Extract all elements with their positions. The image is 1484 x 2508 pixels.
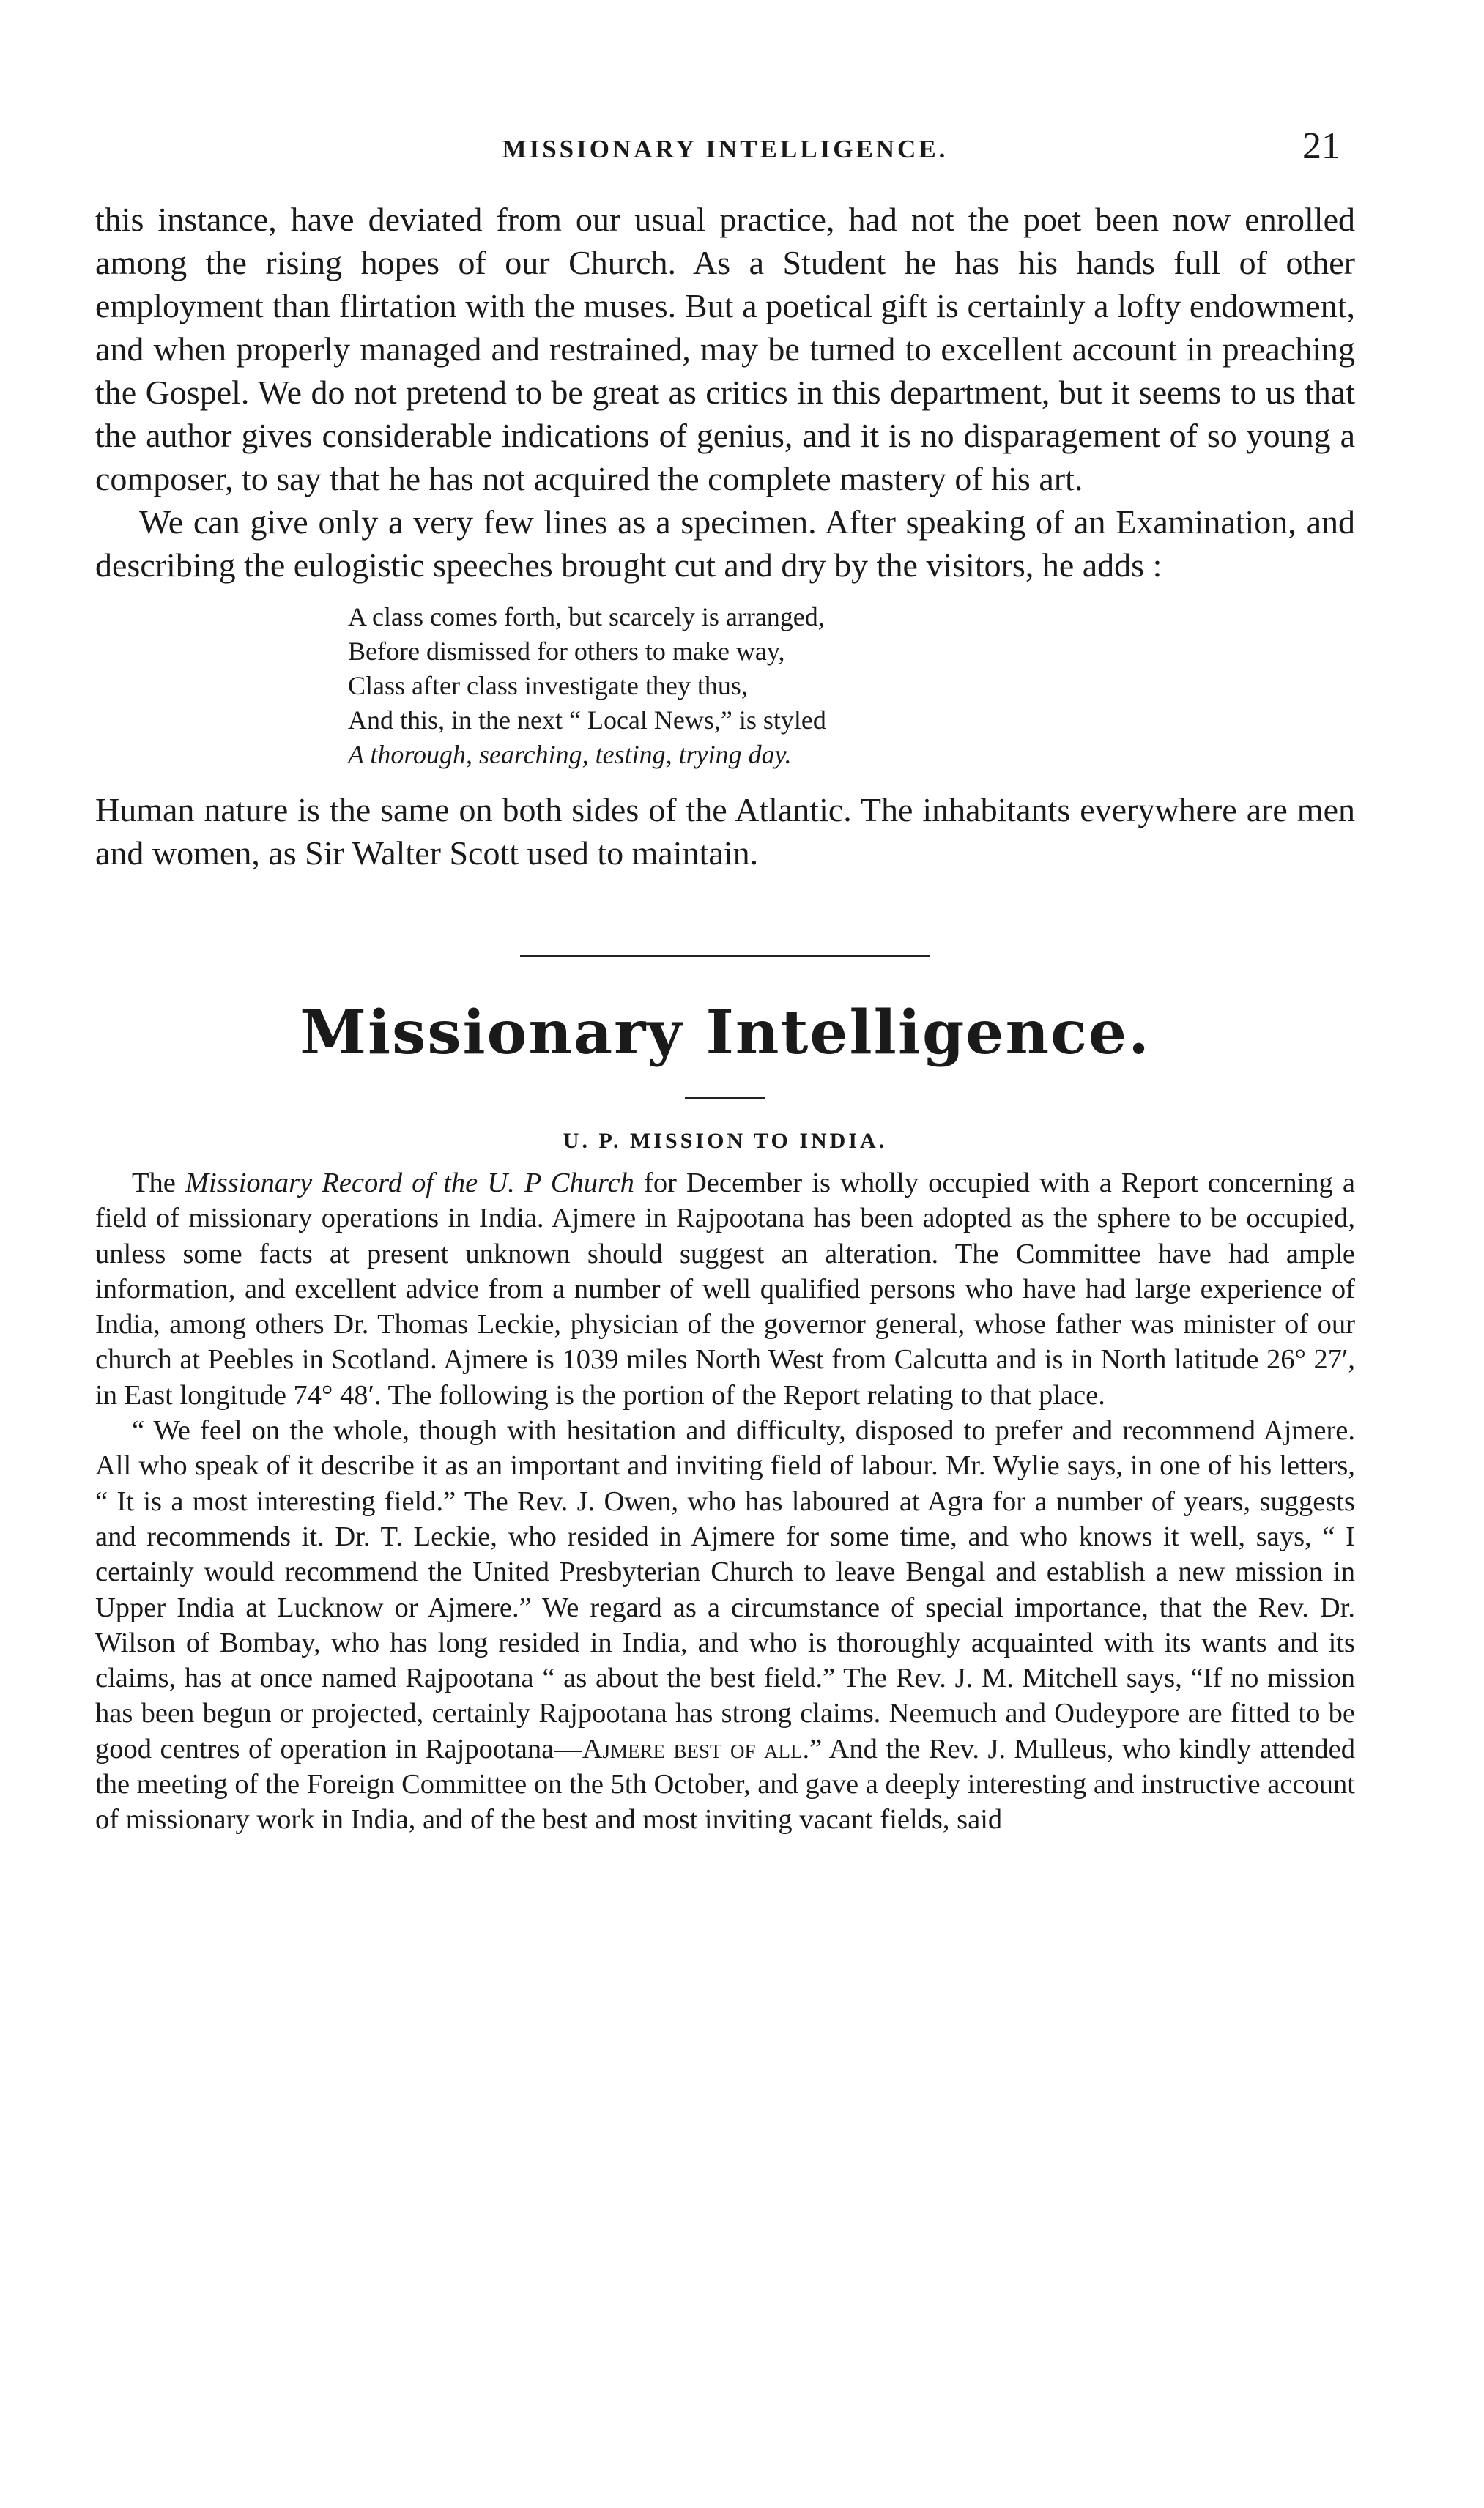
poem-line: Before dismissed for others to make way,: [348, 637, 785, 666]
article-paragraph-2: [95, 1413, 1355, 1838]
title-underline: [685, 1097, 765, 1099]
poem-line: And this, in the next “ Local News,” is styled: [348, 705, 826, 735]
text-run: “ We feel on the whole, though with hesitation and difficulty, disposed to prefer and recommend Ajmere. All who speak of it describe it as an important and inviting field of labour. Mr. Wylie says, in one of his letters, “ It is a most interesting field.” The Rev. J. Owen, who has laboured at Agra for a number of years, suggests and recommends it. Dr. T. Leckie, who resided in Ajmere for some time, and who knows it well, says, “ I certainly would recommend the United Presbyterian Church to leave Bengal and establish a new mission in Upper India at Lucknow or Ajmere.” We regard as a circumstance of special importance, that the Rev. Dr. Wilson of Bombay, who has long resided in India, and who is thoroughly acquainted with its wants and its claims, has at once named Rajpootana “ as about the best field.” The Rev. J. M. Mitchell says, “If no mission has been begun or projected, certainly Rajpootana has strong claims. Neemuch and Oudeypore are fitted to be good centres of operation in Rajpootana—: [95, 1415, 1355, 1765]
poem-line: Class after class investigate they thus,: [348, 671, 748, 700]
review-paragraph-2: We can give only a very few lines as a specimen. After speaking of an Examination, and describing the eulogistic speeches brought cut and dry by the visitors, he adds :: [95, 503, 1355, 584]
text-run: ” And the Rev. J. Mulleus, who kindly attended the meeting of the Foreign Committee on the 5th October, and gave a deeply interesting and instructive account of missionary work in India, and of the best and most inviting vacant fields, said: [95, 1733, 1356, 1836]
emphasis-small-caps: Ajmere best of all.: [582, 1733, 810, 1765]
article-paragraph-1: [95, 1165, 1355, 1413]
article-subheading: U. P. MISSION TO INDIA.: [563, 1129, 888, 1153]
publication-title: Missionary Record of the U. P Church: [185, 1168, 634, 1198]
page-number: 21: [1302, 125, 1340, 167]
text-run: for December is wholly occupied with a Report concerning a field of missionary operations in India. Ajmere in Rajpootana has been adopted as the sphere to be occupied, unless some facts at present unknown should suggest an alteration. The Committee have had ample information, and excellent advice from a number of well qualified persons who have had large experience of India, among others Dr. Thomas Leckie, physician of the governor general, whose father was minister of our church at Peebles in Scotland. Ajmere is 1039 miles North West from Calcutta and is in North latitude 26° 27′, in East longitude 74° 48′. The following is the portion of the Report relating to that place.: [95, 1168, 1356, 1411]
poem-line: A class comes forth, but scarcely is arranged,: [348, 602, 825, 631]
review-paragraph-3: Human nature is the same on both sides of the Atlantic. The inhabitants everywhere are men and women, as Sir Walter Scott used to maintain.: [95, 791, 1355, 872]
review-paragraph-1: this instance, have deviated from our usual practice, had not the poet been now enrolled among the rising hopes of our Church. As a Student he has his hands full of other employment than flirtation with the muses. But a poetical gift is certainly a lofty endowment, and when properly managed and restrained, may be turned to excellent account in preaching the Gospel. We do not pretend to be great as critics in this department, but it seems to us that the author gives considerable indications of genius, and it is no disparagement of so young a composer, to say that he has not acquired the complete mastery of his art.: [95, 201, 1355, 497]
poem-specimen: [348, 600, 1355, 772]
running-title: MISSIONARY INTELLIGENCE.: [502, 135, 949, 163]
text-run: The: [132, 1168, 185, 1198]
poem-line: A thorough, searching, testing, trying day.: [348, 740, 792, 769]
section-title: Missionary Intelligence.: [300, 998, 1151, 1068]
running-head: [95, 125, 1355, 176]
page: [95, 125, 1355, 1838]
section-divider: [520, 955, 930, 957]
